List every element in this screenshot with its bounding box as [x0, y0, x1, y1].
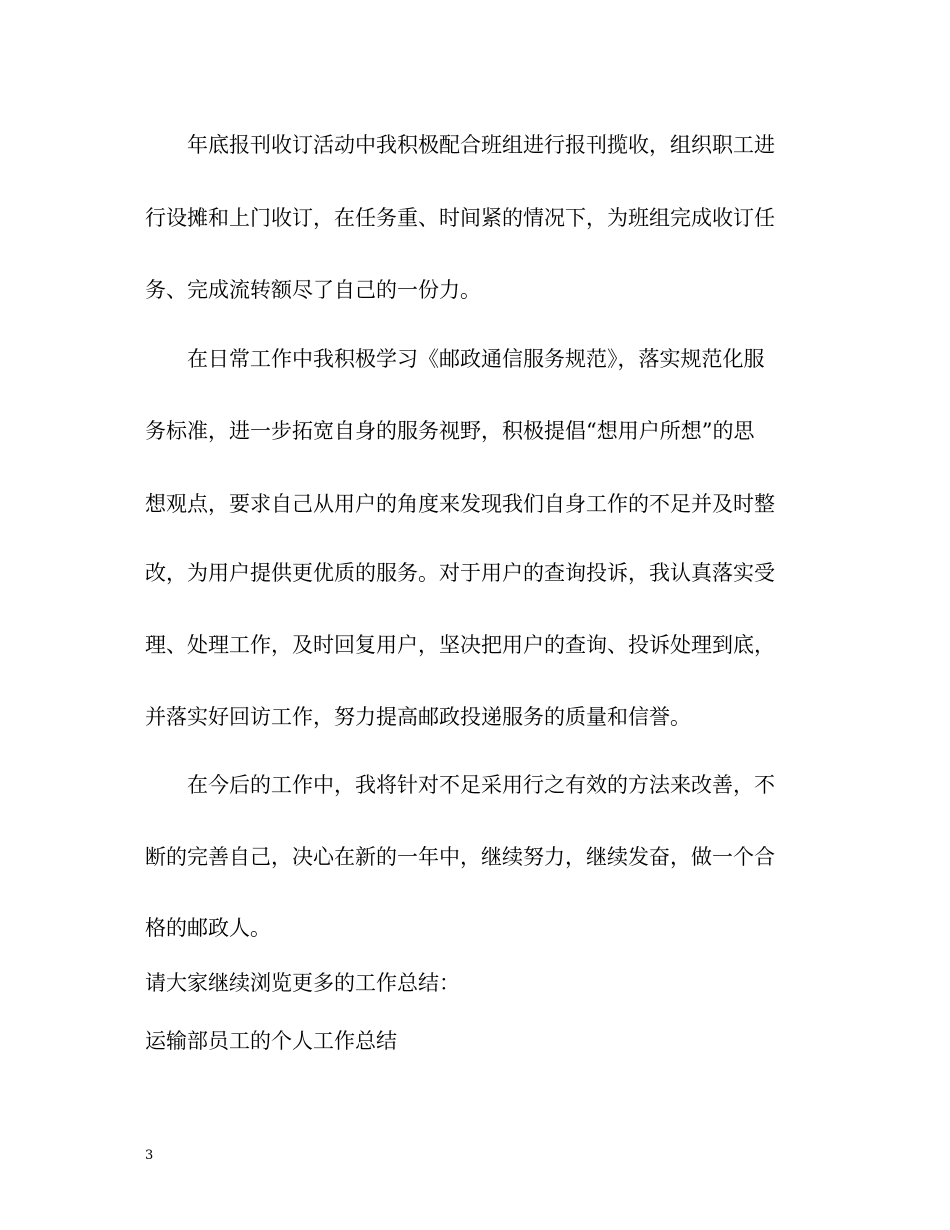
more-summaries-prompt: 请大家继续浏览更多的工作总结：: [145, 971, 460, 995]
paragraph-1-line-3: 务、完成流转额尽了自己的一份力。: [145, 278, 481, 302]
paragraph-1-line-1: 年底报刊收订活动中我积极配合班组进行报刊揽收，组织职工进: [187, 133, 775, 157]
paragraph-2-line-6: 并落实好回访工作，努力提高邮政投递服务的质量和信誉。: [145, 705, 691, 729]
page-number: 3: [145, 1148, 154, 1163]
paragraph-2-line-2: 务标准，进一步拓宽自身的服务视野，积极提倡“想用户所想”的思: [145, 419, 755, 443]
paragraph-3-line-3: 格的邮政人。: [145, 916, 271, 940]
paragraph-2-line-1: 在日常工作中我积极学习《邮政通信服务规范》，落实规范化服: [187, 347, 765, 371]
paragraph-3-line-1: 在今后的工作中，我将针对不足采用行之有效的方法来改善，不: [187, 773, 775, 797]
paragraph-1-line-2: 行设摊和上门收订，在任务重、时间紧的情况下，为班组完成收订任: [145, 206, 775, 230]
paragraph-2-line-4: 改，为用户提供更优质的服务。对于用户的查询投诉，我认真落实受: [145, 561, 775, 585]
paragraph-3-line-2: 断的完善自己，决心在新的一年中，继续努力，继续发奋，做一个合: [145, 845, 775, 869]
paragraph-2-line-5: 理、处理工作，及时回复用户，坚决把用户的查询、投诉处理到底，: [145, 633, 775, 657]
related-article-link[interactable]: 运输部员工的个人工作总结: [145, 1029, 397, 1053]
paragraph-2-line-3: 想观点，要求自己从用户的角度来发现我们自身工作的不足并及时整: [145, 492, 775, 516]
